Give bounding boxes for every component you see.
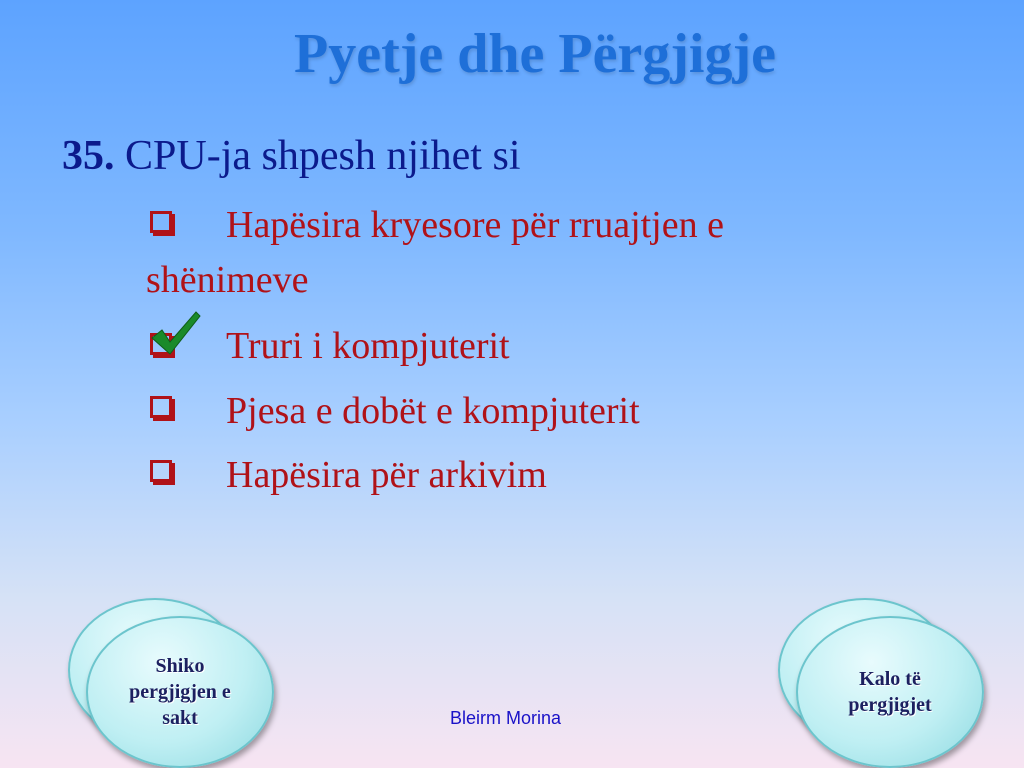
checkbox-icon[interactable] [150,211,172,233]
option-1-line-1: Hapësira kryesore për rruajtjen e [226,204,724,246]
slide-title: Pyetje dhe Përgjigje [294,23,776,85]
checkbox-icon[interactable] [150,460,172,482]
option-4: Hapësira për arkivim [226,454,547,496]
go-answers-label: Kalo të pergjigjet [848,668,932,716]
footer-author: Bleirm Morina [450,708,562,728]
option-3: Pjesa e dobët e kompjuterit [226,390,640,432]
show-answer-button[interactable] [86,616,274,768]
question [62,132,521,180]
question-number: 35. [62,133,115,179]
question-text: CPU-ja shpesh njihet si [125,133,521,179]
checkbox-icon[interactable] [150,396,172,418]
go-answers-button[interactable] [796,616,984,768]
show-answer-label: Shiko pergjigjen e sakt [129,655,231,729]
checkmark-icon [148,308,202,358]
option-2: Truri i kompjuterit [226,325,510,367]
option-1-line-2: shënimeve [146,259,309,301]
